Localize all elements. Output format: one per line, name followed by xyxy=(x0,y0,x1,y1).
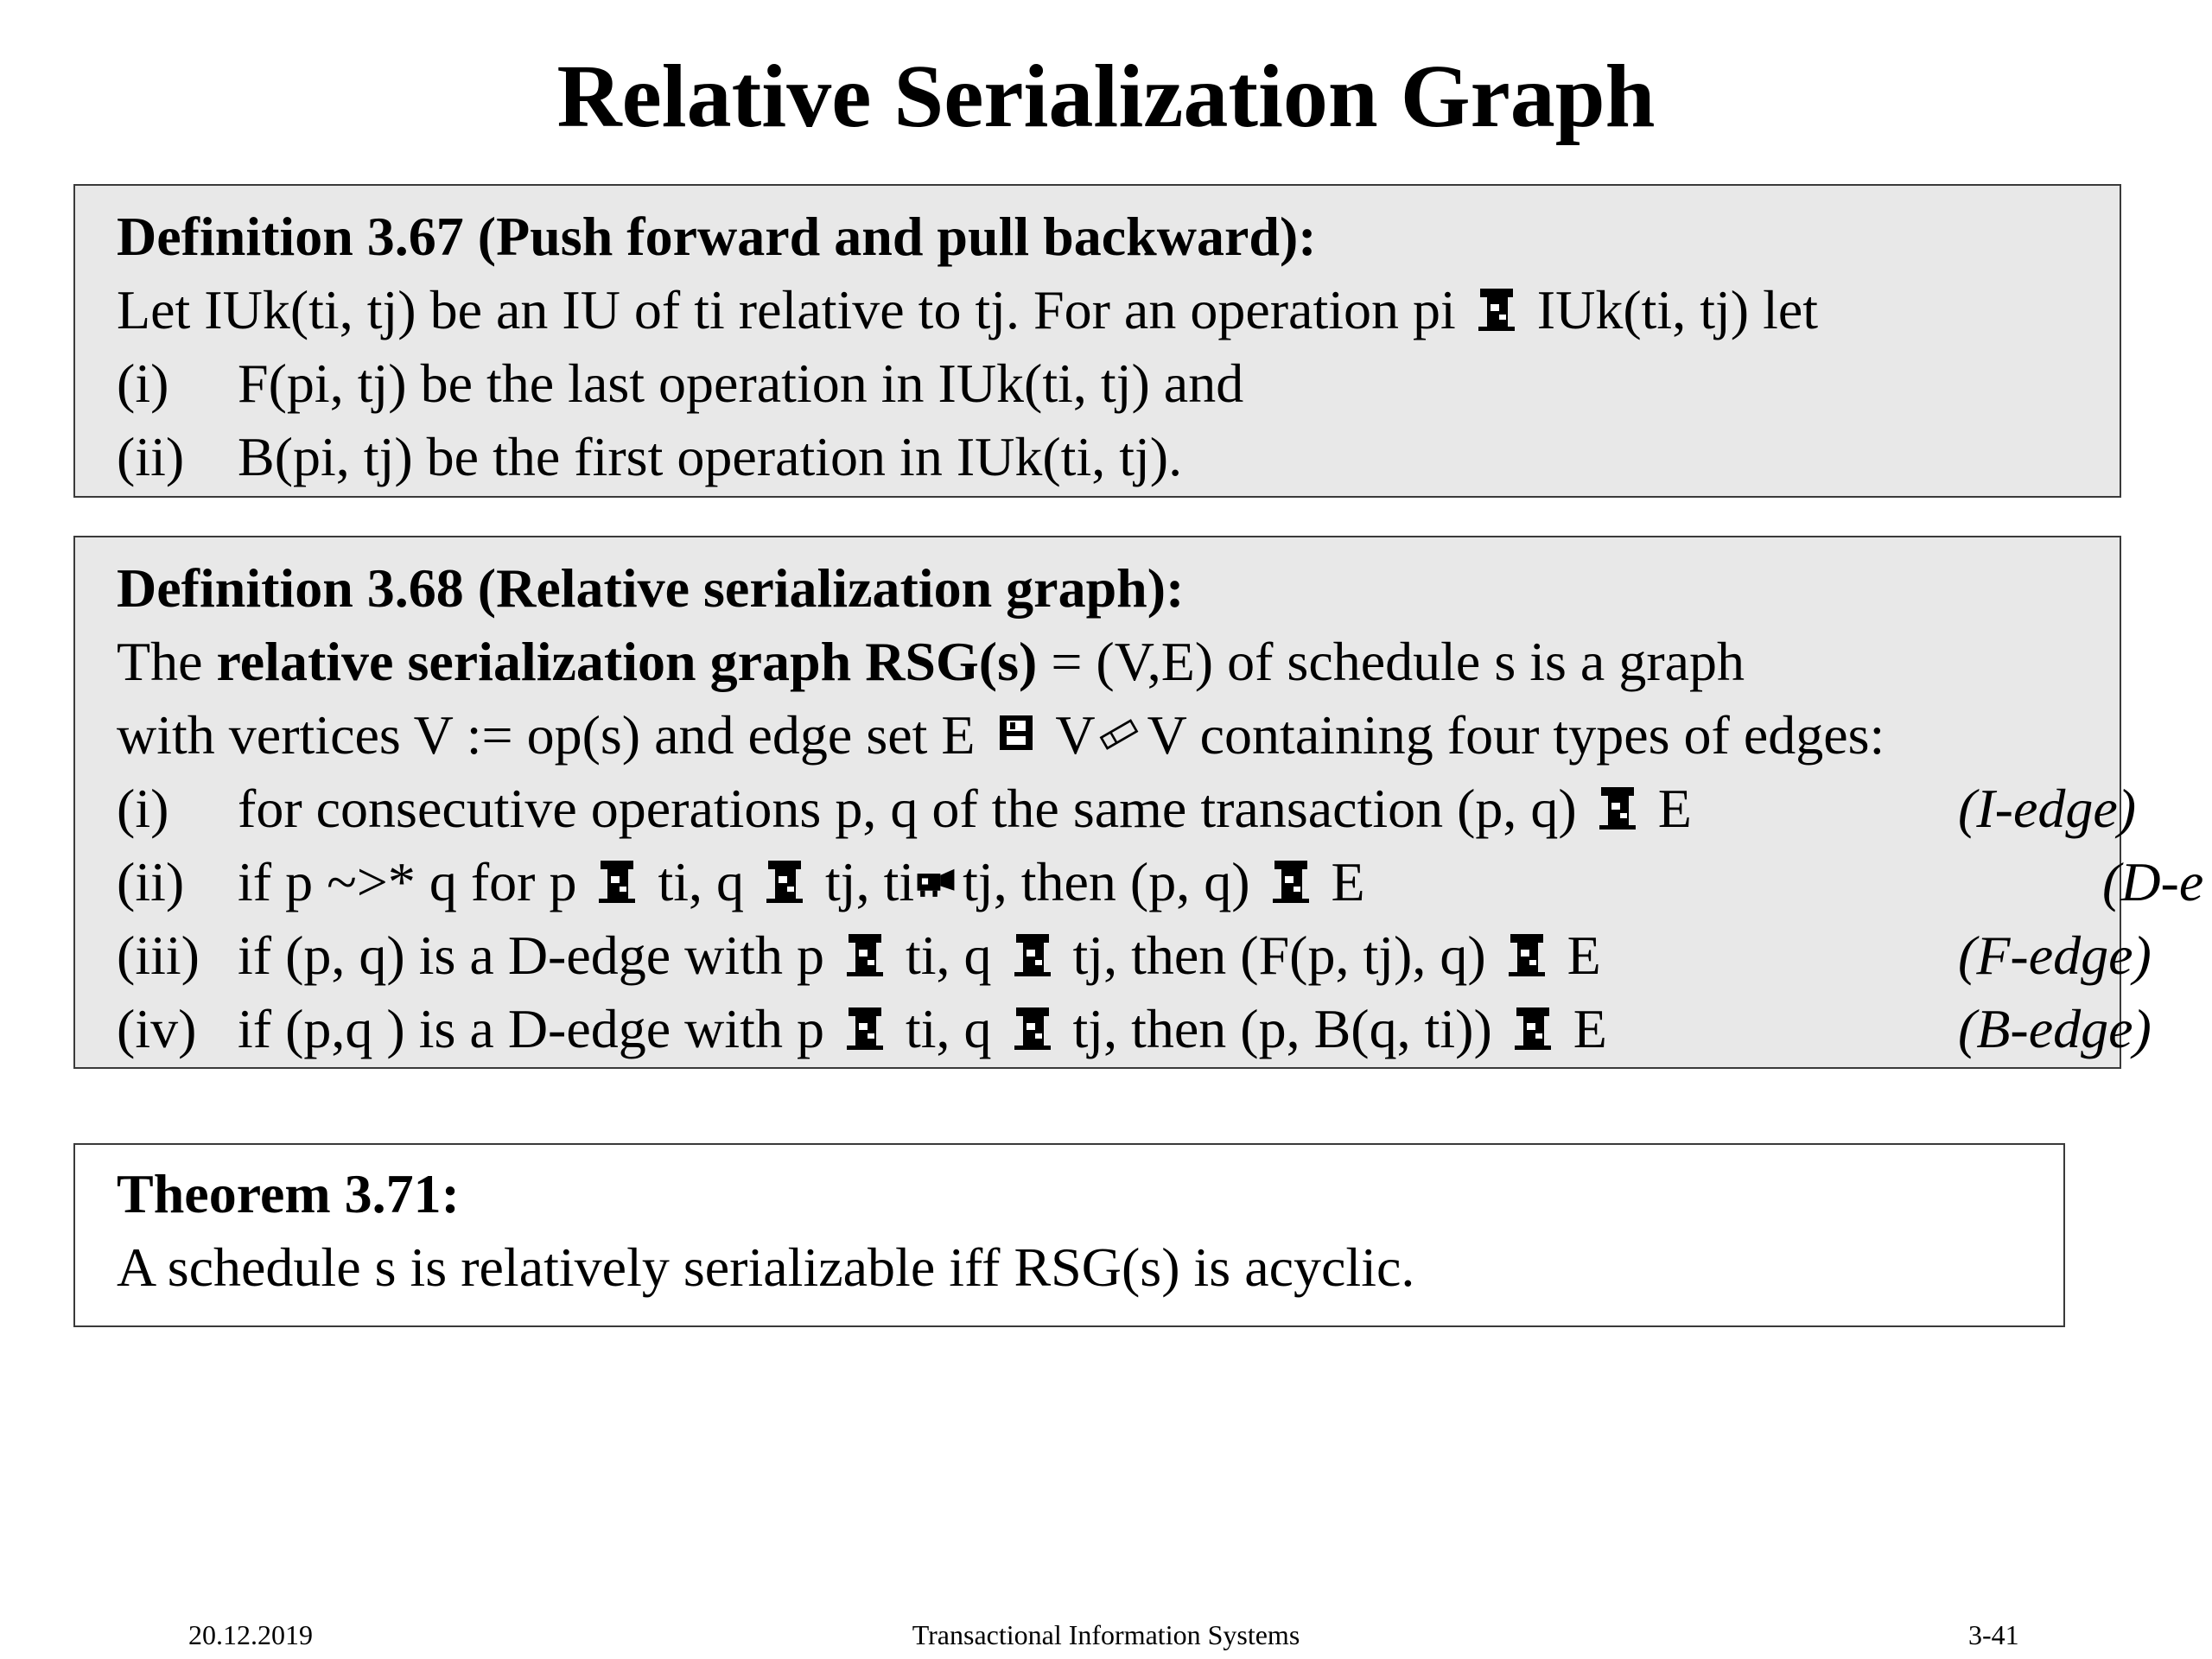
item-text: B(pi, tj) be the first operation in IUk(ti, tj). xyxy=(238,426,1183,487)
text: V xyxy=(1055,704,1096,766)
element-of-icon xyxy=(595,857,639,906)
text: E xyxy=(1331,851,1365,912)
text: tj, then (p, B(q, ti)) xyxy=(1072,998,1492,1059)
definition-3-67-box xyxy=(73,184,2121,498)
intro-text-a: Let IUk(ti, tj) be an IU of ti relative to tj. For an operation pi xyxy=(117,279,1456,340)
text: E xyxy=(1657,778,1692,839)
definition-3-68-line1 xyxy=(117,625,1745,699)
edge-type-i xyxy=(117,772,2173,846)
theorem-statement: A schedule s is relatively serializable iff RSG(s) is acyclic. xyxy=(117,1236,1415,1298)
cross-product-icon xyxy=(1097,710,1146,759)
intro-text-b: IUk(ti, tj) let xyxy=(1536,279,1819,340)
definition-3-67-item-i xyxy=(117,346,1243,421)
item-number: (iii) xyxy=(117,925,200,986)
edge-type-iv xyxy=(117,992,2173,1066)
definition-3-68-line2 xyxy=(117,698,1885,772)
text: ti, q xyxy=(905,998,992,1059)
text: The xyxy=(117,631,217,692)
footer-course-title: Transactional Information Systems xyxy=(912,1619,1300,1650)
text: tj, then (p, q) xyxy=(963,851,1250,912)
text: with vertices V := op(s) and edge set E xyxy=(117,704,976,766)
item-number: (i) xyxy=(117,778,169,839)
edge-tag-b-edge: (B-edge) xyxy=(1958,998,2152,1059)
text: ti, q xyxy=(658,851,744,912)
footer-date: 20.12.2019 xyxy=(188,1619,313,1650)
item-number: (ii) xyxy=(117,426,185,487)
element-of-icon xyxy=(763,857,806,906)
item-number: (ii) xyxy=(117,851,185,912)
item-number: (i) xyxy=(117,353,169,414)
theorem-heading: Theorem 3.71: xyxy=(117,1163,460,1224)
text: for consecutive operations p, q of the same transaction (p, q) xyxy=(238,778,1577,839)
term-rsg: relative serialization graph RSG(s) xyxy=(216,631,1038,692)
definition-3-67-intro xyxy=(117,273,1818,347)
text: V containing four types of edges: xyxy=(1147,704,1885,766)
text: ti, q xyxy=(905,925,992,986)
element-of-icon xyxy=(1505,931,1548,979)
item-text: F(pi, tj) be the last operation in IUk(ti, tj) and xyxy=(238,353,1244,414)
element-of-icon xyxy=(1596,784,1639,832)
element-of-icon xyxy=(1011,931,1054,979)
definition-3-68-heading: Definition 3.68 (Relative serialization graph): xyxy=(117,557,1185,619)
text: if p ~>* q for p xyxy=(238,851,577,912)
element-of-icon xyxy=(1011,1004,1054,1052)
theorem-3-71-box xyxy=(73,1143,2065,1327)
element-of-icon xyxy=(1475,285,1518,334)
text: tj, then (F(p, tj), q) xyxy=(1072,925,1486,986)
definition-3-67-item-ii xyxy=(117,420,1182,494)
edge-tag-i-edge: (I-edge) xyxy=(1958,778,2137,839)
subset-icon xyxy=(995,710,1038,759)
text: E xyxy=(1573,998,1607,1059)
element-of-icon xyxy=(1511,1004,1554,1052)
slide-title: Relative Serialization Graph xyxy=(556,47,1656,146)
footer-page-number: 3-41 xyxy=(1968,1619,2019,1650)
edge-type-ii xyxy=(117,845,2204,919)
text: tj, ti xyxy=(825,851,915,912)
item-number: (iv) xyxy=(117,998,197,1059)
edge-tag-d-edge: (D-e xyxy=(2102,851,2204,912)
element-of-icon xyxy=(843,931,887,979)
definition-3-67-heading: Definition 3.67 (Push forward and pull backward): xyxy=(117,206,1317,267)
text: if (p, q) is a D-edge with p xyxy=(238,925,824,986)
text: if (p,q ) is a D-edge with p xyxy=(238,998,824,1059)
element-of-icon xyxy=(1269,857,1313,906)
text: E xyxy=(1567,925,1601,986)
text: = (V,E) of schedule s is a graph xyxy=(1037,631,1745,692)
edge-tag-f-edge: (F-edge) xyxy=(1958,925,2152,986)
definition-3-68-box xyxy=(73,536,2204,1069)
edge-type-iii xyxy=(117,918,2173,993)
element-of-icon xyxy=(843,1004,887,1052)
not-equal-icon xyxy=(914,857,963,906)
